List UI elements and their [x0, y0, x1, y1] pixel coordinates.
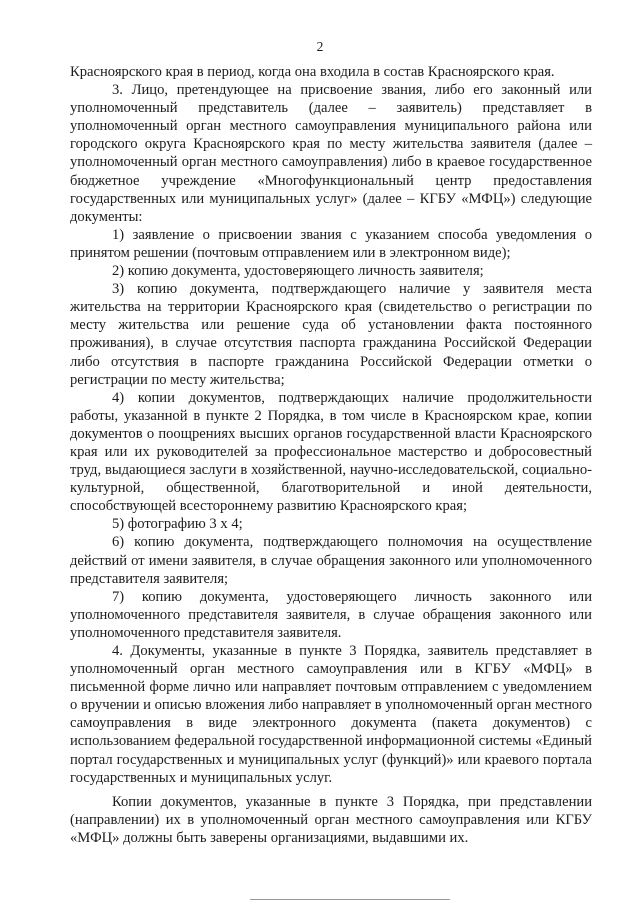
list-item-4: 4) копии документов, подтверждающих наличие продолжительности работы, указанной в пункте 2 Порядка, в том числе в Красноярском крае, копии документов о поощрениях высших органов государственной власти Красноярского края или их руководителей за профессиональное мастерство и добросовестный труд, выдающиеся заслуги в хозяйственной, научно-исследовательской, социально-культурной, общественной, благотворительной и иной деятельности, способствующей всестороннему развитию Красноярского края; [70, 389, 592, 515]
paragraph-item-4: 4. Документы, указанные в пункте 3 Порядка, заявитель представляет в уполномоченный орган местного самоуправления или в КГБУ «МФЦ» в письменной форме лично или направляет почтовым отправлением с уведомлением о вручении и описью вложения либо направляет в уполномоченный орган местного самоуправления в виде электронного документа (пакета документов) с использованием федеральной государственной информационной системы «Единый портал государственных и муниципальных услуг (функций)» или краевого портала государственных и муниципальных услуг. [70, 643, 592, 786]
list-item-6: 6) копию документа, подтверждающего полномочия на осуществление действий от имени заявителя, в случае обращения законного или уполномоченного представителя заявителя; [70, 534, 592, 587]
scan-edge-line [250, 899, 450, 900]
list-item-3: 3) копию документа, подтверждающего наличие у заявителя места жительства на территории Красноярского края (свидетельство о регистрации по месту жительства или решение суда об установлении факта постоянного проживания), в случае отсутствия паспорта гражданина Российской Федерации либо отсутствия в паспорте гражданина Российской Федерации отметки о регистрации по месту жительства; [70, 281, 592, 388]
document-body [70, 63, 592, 847]
list-item-2: 2) копию документа, удостоверяющего личность заявителя; [112, 263, 484, 280]
paragraph-continuation: Красноярского края в период, когда она входила в состав Красноярского края. [70, 64, 555, 80]
page-number: 2 [316, 39, 324, 54]
paragraph-copies-certification: Копии документов, указанные в пункте 3 Порядка, при представлении (направлении) их в уполномоченный орган местного самоуправления или КГБУ «МФЦ» должны быть заверены организациями, выдавшими их. [70, 793, 592, 846]
list-item-5: 5) фотографию 3 х 4; [112, 516, 243, 533]
paragraph-item-3: 3. Лицо, претендующее на присвоение звания, либо его законный или уполномоченный представитель (далее – заявитель) представляет в уполномоченный орган местного самоуправления муниципального района или городского округа Красноярского края по месту жительства заявителя (далее – уполномоченный орган местного самоуправления) либо в краевое государственное бюджетное учреждение «Многофункциональный центр предоставления государственных или муниципальных услуг» (далее – КГБУ «МФЦ») следующие документы: [70, 82, 592, 225]
list-item-7: 7) копию документа, удостоверяющего личность законного или уполномоченного представителя заявителя, в случае обращения законного или уполномоченного представителя заявителя. [70, 588, 592, 641]
list-item-1: 1) заявление о присвоении звания с указанием способа уведомления о принятом решении (почтовым отправлением или в электронном виде); [70, 226, 592, 261]
